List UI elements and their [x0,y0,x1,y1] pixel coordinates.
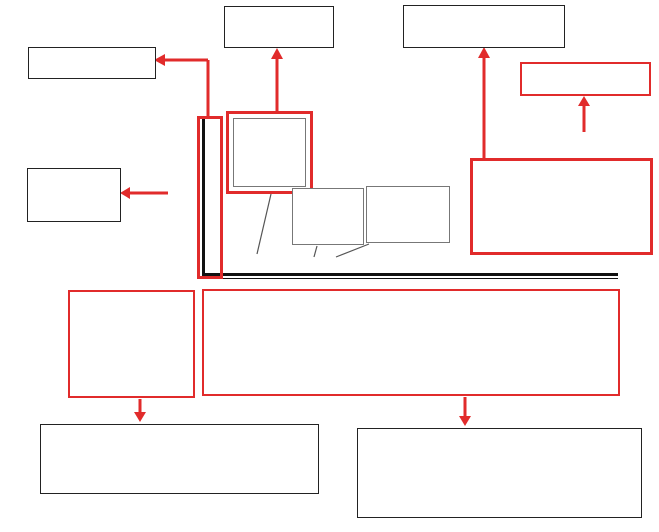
bar-86-highlight [197,116,223,279]
matrix-highlight [202,289,620,396]
annotation-6-species-detail [224,6,334,48]
annotation-color-categories [403,5,565,48]
annotation-86-species [28,47,156,79]
lipid-box-3 [366,186,450,243]
lipid-box-2 [292,188,364,245]
x-axis-line [202,273,618,276]
set-panel-highlight [68,290,195,398]
annotation-y-axis [27,168,121,222]
annotation-sets [40,424,319,494]
annotation-intersections [357,428,642,518]
legend-highlight [470,158,653,255]
lipid-box-1 [233,118,306,187]
x-axis-line-2 [202,278,618,279]
annotation-total-species [520,62,651,96]
